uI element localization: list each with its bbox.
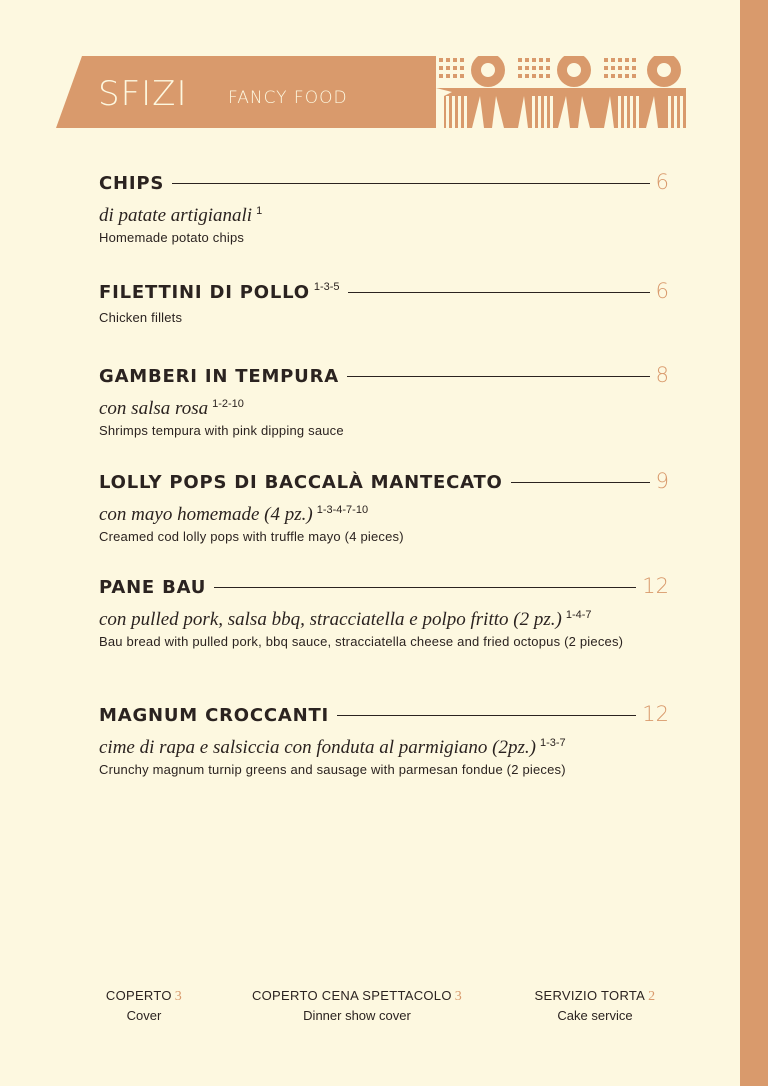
leader-line: [172, 183, 649, 184]
leader-line: [511, 482, 650, 483]
item-name: MAGNUM CROCCANTI: [99, 705, 330, 726]
menu-item-filettini: [99, 279, 669, 327]
allergen-codes: 1-3-5: [313, 281, 340, 293]
item-english-description: Bau bread with pulled pork, bbq sauce, stracciatella cheese and fried octopus (2 pieces): [99, 634, 624, 649]
item-price: 6: [655, 170, 669, 194]
fee-english: Cover: [126, 1008, 162, 1023]
menu-item-gamberi: [99, 363, 669, 440]
fee-coperto-cena-spettacolo: [226, 988, 488, 1023]
fee-price: 3: [174, 989, 183, 1004]
allergen-codes: 1-2-10: [212, 398, 244, 410]
item-name: CHIPS: [99, 173, 165, 194]
item-italian-description: con mayo homemade (4 pz.) $^{1-3-4-7-10}$: [99, 504, 369, 525]
item-price: 9: [655, 469, 669, 493]
item-name: GAMBERI IN TEMPURA: [99, 366, 339, 387]
item-price: 12: [642, 702, 669, 726]
fee-price: 3: [454, 989, 463, 1004]
allergen-codes: 1-3-7: [539, 737, 566, 749]
item-italian-description: con pulled pork, salsa bbq, stracciatella e polpo fritto (2 pz.) $^{1-4-7}$: [99, 609, 592, 630]
section-subtitle: FANCY FOOD: [228, 88, 348, 108]
menu-item-lolly-pops: [99, 469, 669, 546]
item-italian-description: con salsa rosa $^{1-2-10}$: [99, 398, 244, 419]
fee-name: COPERTO: [105, 988, 172, 1003]
item-price: 8: [655, 363, 669, 387]
item-english-description: Homemade potato chips: [99, 230, 245, 245]
item-english-description: Chicken fillets: [99, 310, 183, 325]
allergen-codes: 1: [256, 205, 263, 217]
item-name: FILETTINI DI POLLO $^{1-3-5}$: [99, 281, 340, 303]
leader-line: [347, 376, 650, 377]
allergen-codes: 1-3-4-7-10: [316, 504, 369, 516]
item-italian-description: di patate artigianali $^1$: [99, 205, 263, 226]
menu-item-pane-bau: [99, 574, 669, 651]
fee-english: Cake service: [557, 1008, 633, 1023]
leader-line: [348, 292, 650, 293]
item-price: 12: [642, 574, 669, 598]
item-english-description: Crunchy magnum turnip greens and sausage with parmesan fondue (2 pieces): [99, 762, 566, 777]
item-english-description: Creamed cod lolly pops with truffle mayo (4 pieces): [99, 529, 404, 544]
item-name: LOLLY POPS DI BACCALÀ MANTECATO: [99, 472, 503, 493]
leader-line: [214, 587, 636, 588]
item-name: PANE BAU: [99, 577, 207, 598]
footer-fees: [0, 988, 740, 1028]
fee-name: COPERTO CENA SPETTACOLO: [251, 988, 452, 1003]
side-stripe: [740, 0, 768, 1086]
header-banner: [56, 56, 686, 128]
fee-name: SERVIZIO TORTA: [534, 988, 646, 1003]
item-italian-description: cime di rapa e salsiccia con fonduta al parmigiano (2pz.) $^{1-3-7}$: [99, 737, 566, 758]
menu-item-chips: [99, 170, 669, 247]
fee-servizio-torta: [520, 988, 670, 1023]
leader-line: [337, 715, 636, 716]
fee-english: Dinner show cover: [303, 1008, 411, 1023]
allergen-codes: 1-4-7: [565, 609, 592, 621]
fee-price: 2: [648, 989, 656, 1004]
fee-coperto: [92, 988, 196, 1023]
section-title: SFIZI: [98, 74, 188, 114]
item-price: 6: [655, 279, 669, 303]
menu-item-magnum: [99, 702, 669, 779]
item-english-description: Shrimps tempura with pink dipping sauce: [99, 423, 344, 438]
